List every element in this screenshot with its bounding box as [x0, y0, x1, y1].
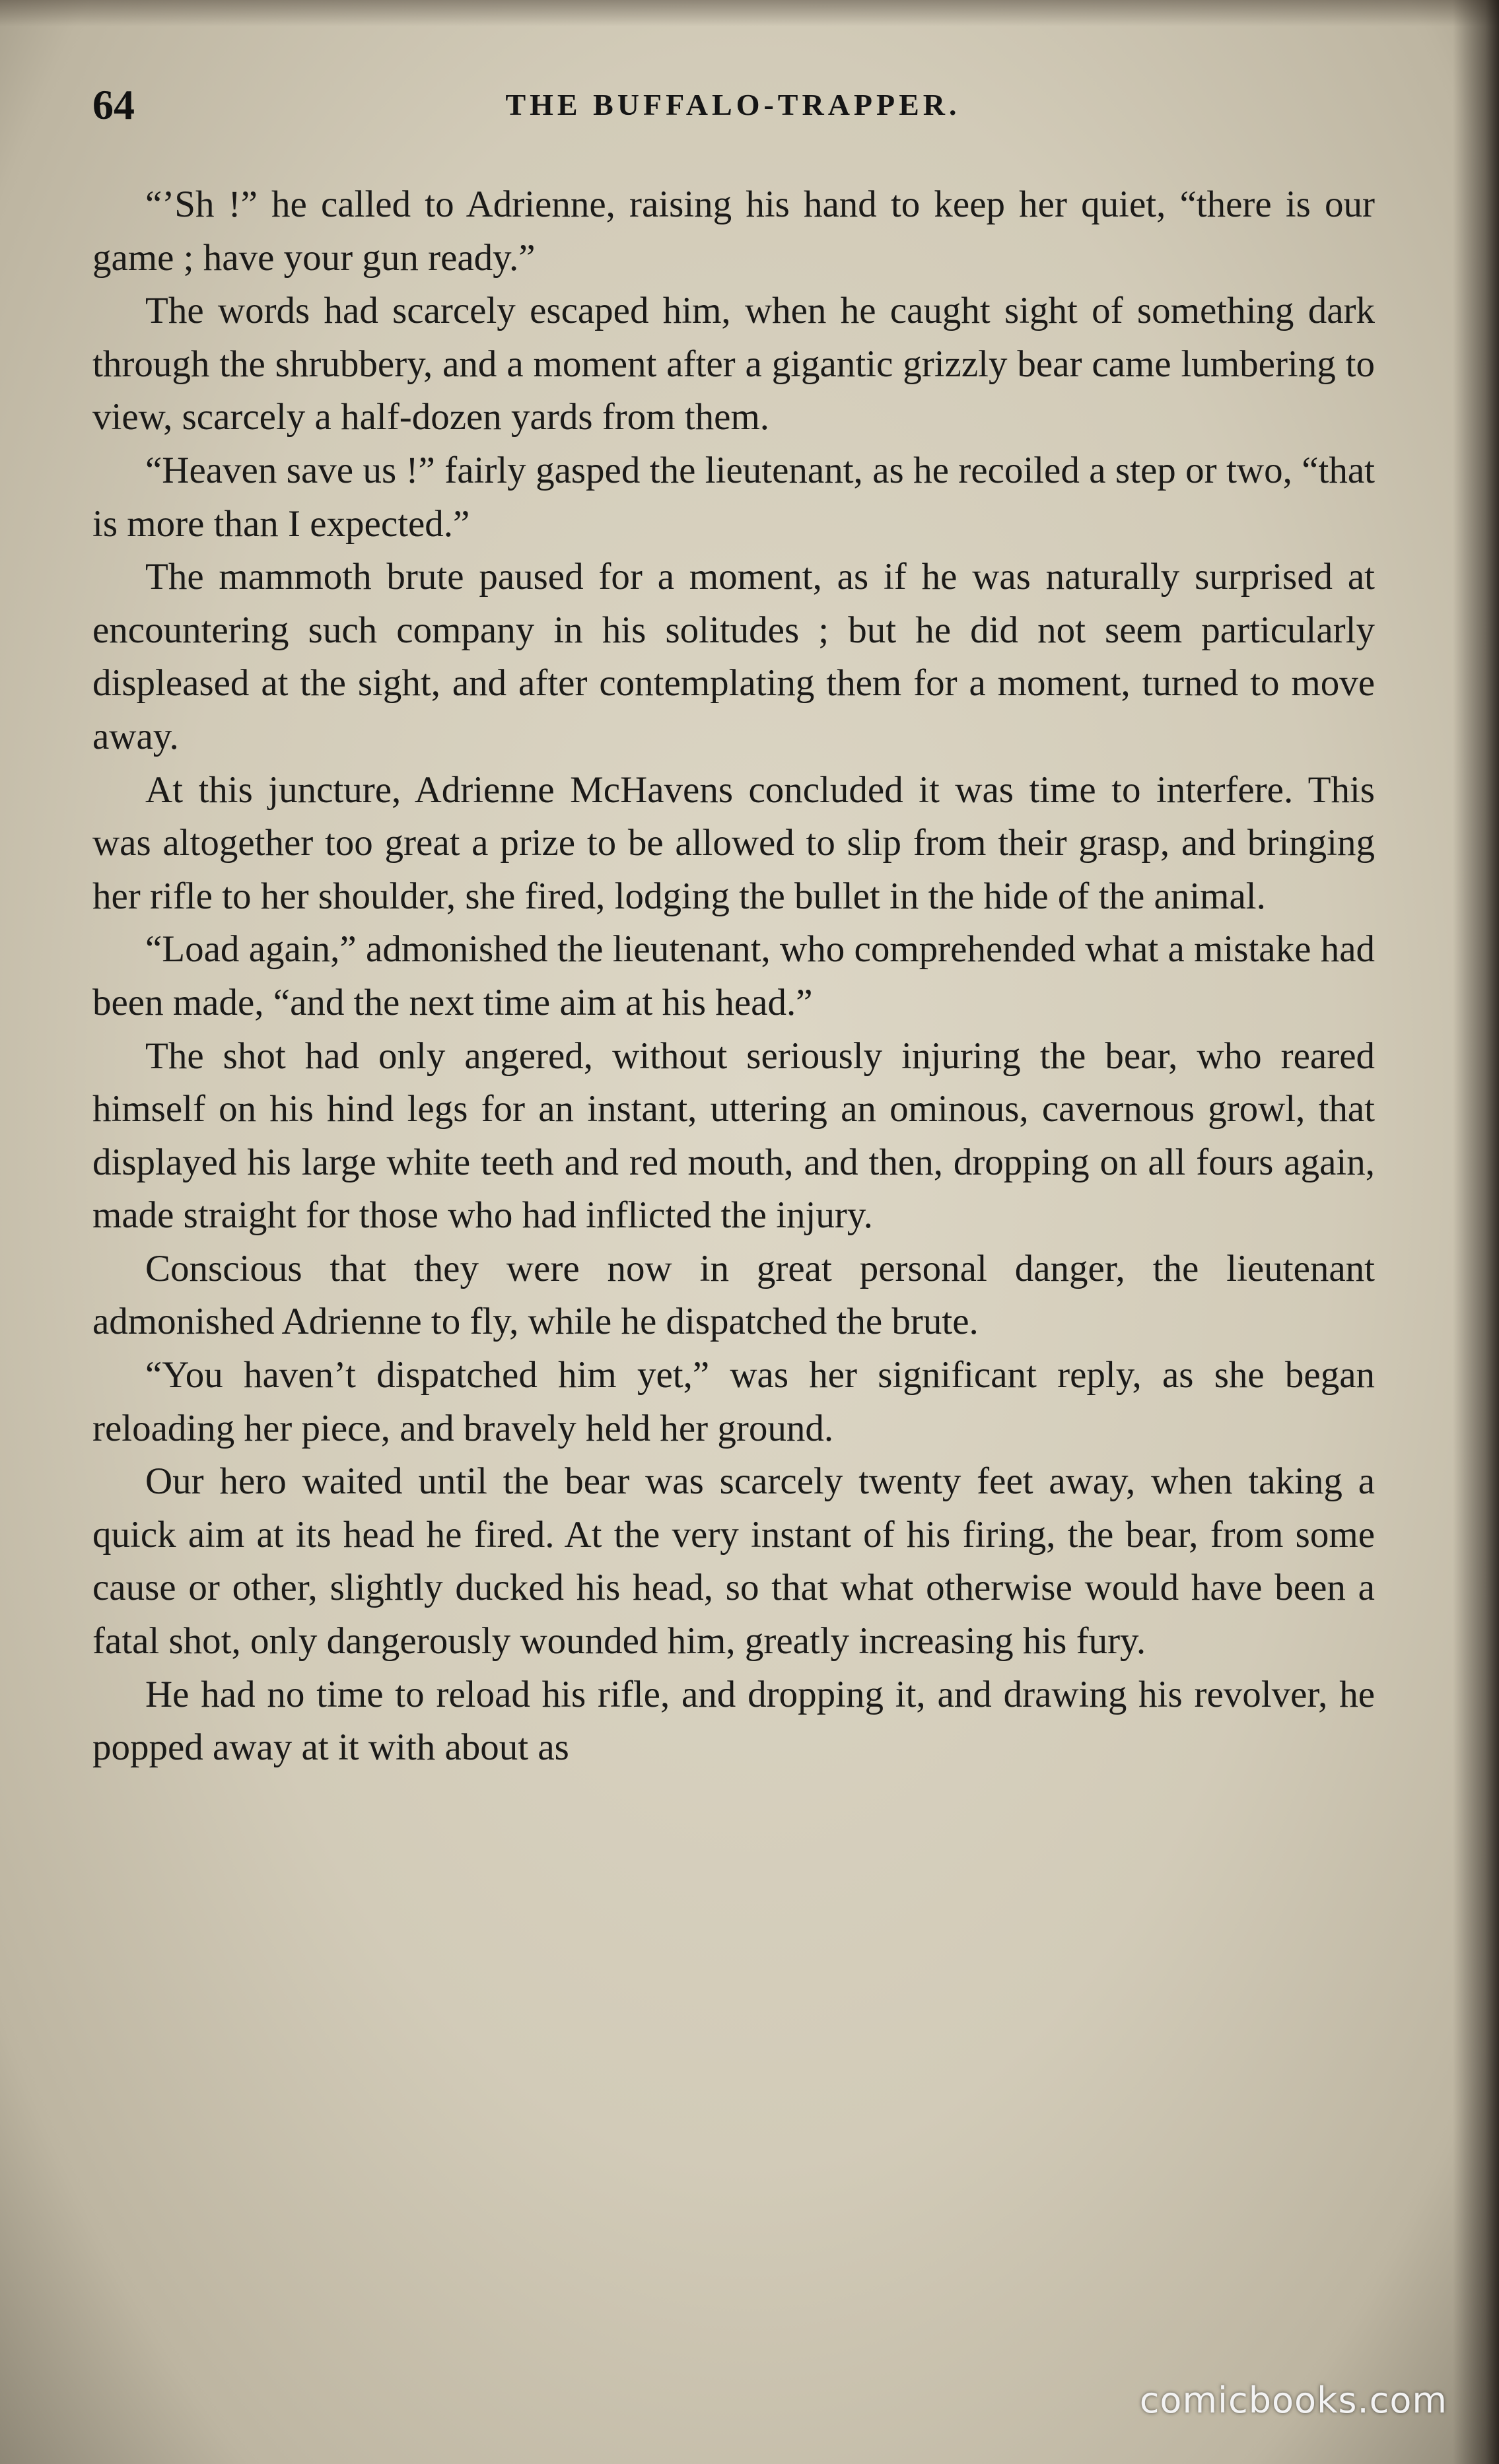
paragraph: The words had scarcely escaped him, when he caught sight of something dark through the shrubbery, and a moment after a gigantic grizzly bear came lumbering to view, scarcely a half-dozen yards from them. [92, 290, 1375, 438]
running-head: THE BUFFALO-TRAPPER. [505, 88, 961, 121]
paragraph: Conscious that they were now in great personal danger, the lieutenant admonished Adrienne to fly, while he dispatched the brute. [92, 1247, 1375, 1343]
paragraph: The shot had only angered, without seriously injuring the bear, who reared himself on his hind legs for an instant, uttering an ominous, cavernous growl, that displayed his large white teeth and red mouth, and then, dropping on all fours again, made straight for those who had inflicted the injury. [92, 1035, 1375, 1237]
paragraph: The mammoth brute paused for a moment, as if he was naturally surprised at encountering such company in his solitudes ; but he did not seem particularly displeased at the sight, and after contemplating them for a moment, turned to move away. [92, 556, 1375, 757]
body-text [92, 178, 1375, 1775]
page-edge-shadow [1453, 0, 1499, 2464]
site-watermark: comicbooks.com [1139, 2379, 1447, 2421]
paragraph-last: He had no time to reload his rifle, and dropping it, and drawing his revolver, he popped away at it with about as [92, 1673, 1375, 1769]
paragraph: “You haven’t dispatched him yet,” was her significant reply, as she began reloading her piece, and bravely held her ground. [92, 1354, 1375, 1449]
paragraph: “Heaven save us !” fairly gasped the lieutenant, as he recoiled a step or two, “that is more than I expected.” [92, 449, 1375, 545]
paragraph: At this juncture, Adrienne McHavens concluded it was time to interfere. This was altogether too great a prize to be allowed to slip from their grasp, and bringing her rifle to her shoulder, she fired, lodging the bullet in the hide of the animal. [92, 769, 1375, 917]
page-number: 64 [92, 81, 135, 128]
paragraph: “Load again,” admonished the lieutenant, who comprehended what a mistake had been made, “and the next time aim at his head.” [92, 928, 1375, 1023]
paragraph: Our hero waited until the bear was scarcely twenty feet away, when taking a quick aim at its head he fired. At the very instant of his firing, the bear, from some cause or other, slightly ducked his head, so that what otherwise would have been a fatal shot, only dangerously wounded him, greatly increasing his fury. [92, 1460, 1375, 1662]
page-header [92, 78, 1374, 131]
page-top-shadow [0, 0, 1499, 26]
paragraph: “’Sh !” he called to Adrienne, raising his hand to keep her quiet, “there is our game ; have your gun ready.” [92, 184, 1375, 279]
